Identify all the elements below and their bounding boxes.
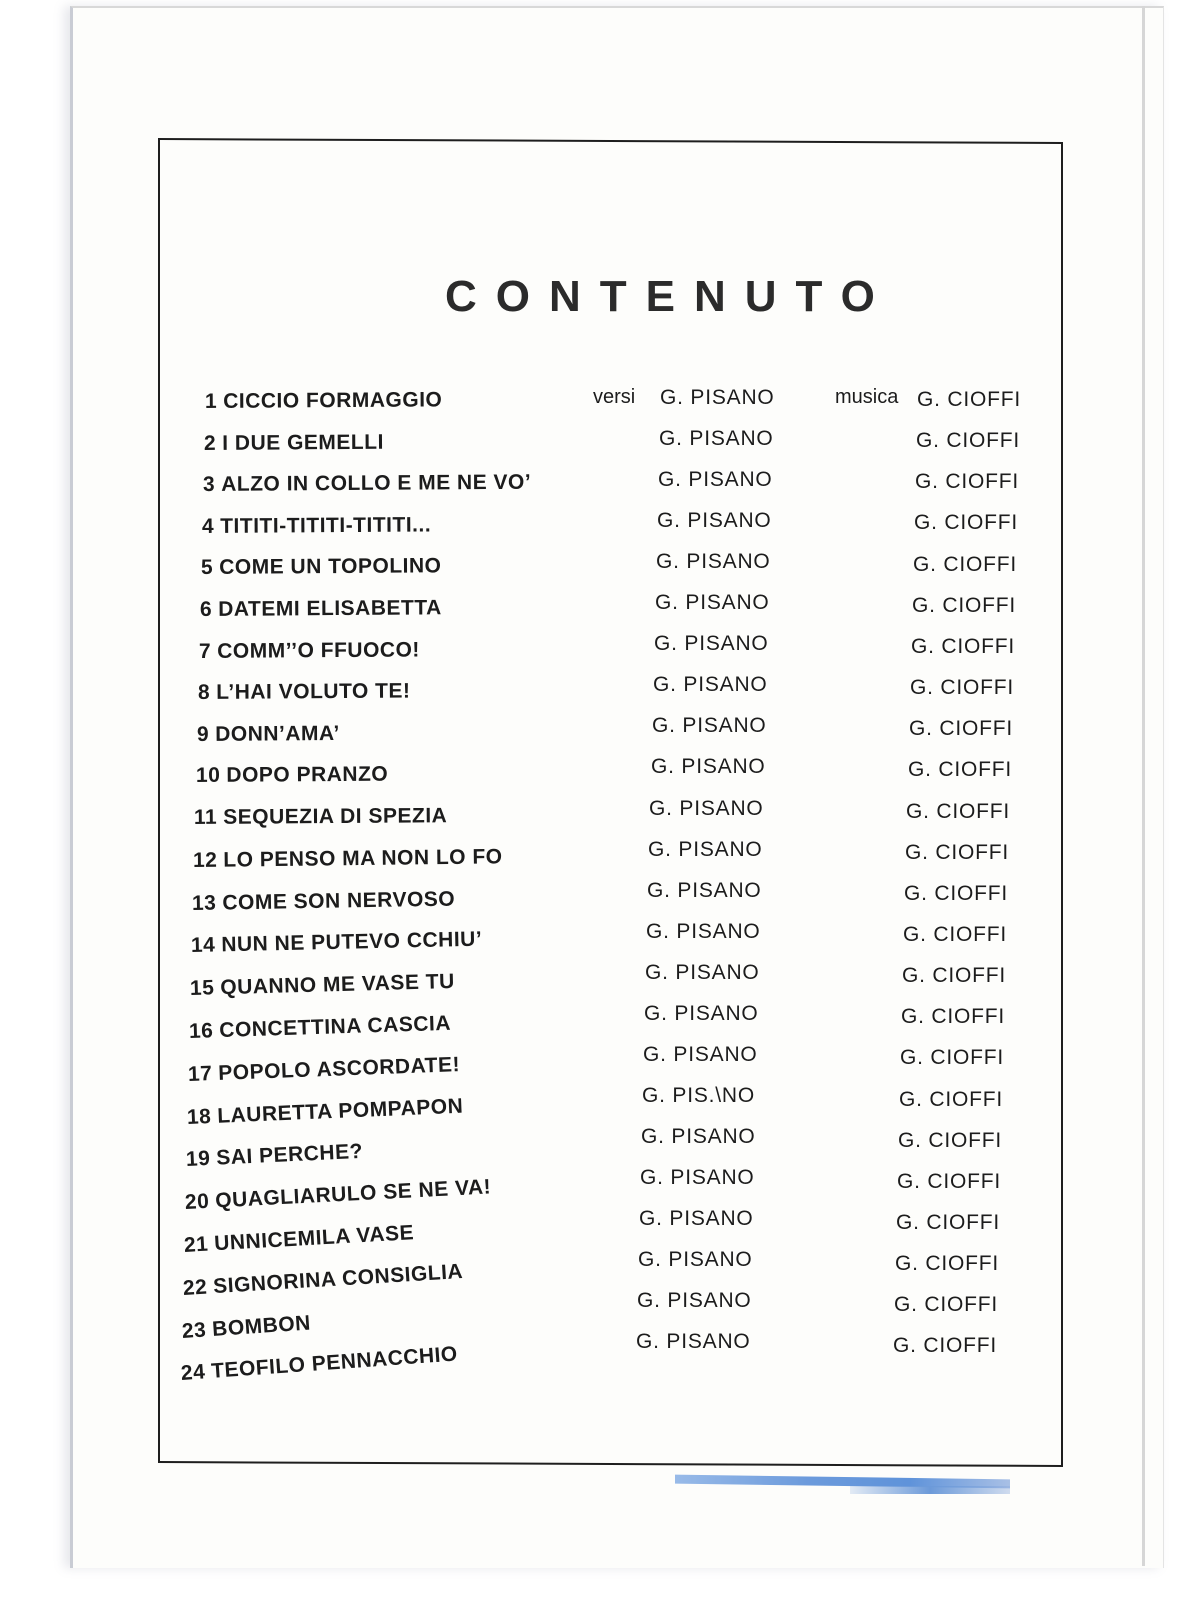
song-entry (204, 430, 384, 455)
song-entry (183, 1221, 414, 1258)
composer: G. CIOFFI (914, 511, 1019, 535)
song-title: DONN’AMA’ (215, 721, 340, 746)
song-row (201, 509, 1032, 555)
song-entry (188, 1053, 461, 1087)
song-entry (180, 1343, 458, 1386)
song-number: 21 (183, 1232, 209, 1257)
composer: G. CIOFFI (902, 964, 1007, 988)
song-number: 17 (187, 1061, 213, 1086)
song-title: BOMBON (211, 1311, 312, 1341)
song-row (181, 1289, 1012, 1345)
lyricist: G. PISANO (645, 960, 760, 984)
composer: G. CIOFFI (905, 840, 1010, 864)
song-entry (181, 1311, 311, 1343)
song-entry (199, 638, 420, 664)
song-row (195, 755, 1026, 804)
song-entry (200, 596, 442, 622)
song-title: L’HAI VOLUTO TE! (216, 679, 411, 705)
song-title: ALZO IN COLLO E ME NE VO’ (221, 470, 532, 497)
song-row (193, 796, 1024, 846)
lyricist: G. PISANO (658, 468, 773, 492)
lyricist: G. PISANO (639, 1207, 754, 1230)
lyricist: G. PISANO (653, 673, 768, 697)
song-row (199, 591, 1030, 638)
song-entry (196, 763, 388, 788)
song-number: 11 (193, 805, 218, 829)
song-title: POPOLO ASCORDATE! (217, 1052, 461, 1085)
song-row (185, 1124, 1016, 1179)
song-number: 8 (197, 681, 211, 705)
song-number: 7 (198, 639, 212, 663)
song-row (198, 632, 1029, 680)
composer: G. CIOFFI (917, 388, 1022, 411)
song-number: 5 (200, 556, 214, 580)
song-number: 19 (185, 1147, 211, 1172)
composer: G. CIOFFI (893, 1334, 998, 1358)
song-entry (202, 513, 431, 539)
blue-tape-mark-lower (850, 1486, 1010, 1494)
song-title: DOPO PRANZO (226, 763, 389, 788)
song-entry (185, 1140, 363, 1172)
song-row (183, 1207, 1014, 1262)
song-number: 22 (182, 1275, 208, 1300)
song-title: COME SON NERVOSO (222, 887, 456, 915)
lyricist: G. PISANO (646, 919, 761, 943)
composer: G. CIOFFI (904, 881, 1009, 905)
composer: G. CIOFFI (894, 1293, 999, 1317)
song-row (189, 960, 1020, 1012)
song-entry (189, 1012, 452, 1044)
lyricist: G. PISANO (644, 1001, 759, 1025)
composer: G. CIOFFI (896, 1211, 1001, 1234)
song-row (204, 386, 1035, 430)
song-title: QUANNO ME VASE TU (220, 970, 456, 1000)
song-row (203, 427, 1034, 472)
composer: G. CIOFFI (908, 758, 1013, 782)
song-row (184, 1165, 1015, 1220)
song-number: 4 (201, 514, 215, 538)
song-entry (194, 804, 447, 830)
lyricist: G. PISANO (659, 427, 774, 451)
lyricist: G. PISANO (640, 1165, 755, 1189)
composer: G. CIOFFI (903, 922, 1008, 946)
song-number: 15 (189, 976, 215, 1001)
song-entry (190, 970, 455, 1001)
musica-label: musica (835, 386, 899, 408)
song-number: 23 (181, 1318, 208, 1343)
song-title: NUN NE PUTEVO CCHIU’ (221, 928, 483, 957)
composer: G. CIOFFI (915, 470, 1020, 494)
page-title: CONTENUTO (445, 272, 894, 321)
song-row (196, 714, 1027, 763)
song-entry (192, 887, 456, 915)
song-title: I DUE GEMELLI (222, 430, 384, 455)
composer: G. CIOFFI (897, 1169, 1002, 1193)
song-title: COMM’’O FFUOCO! (217, 638, 420, 663)
composer: G. CIOFFI (911, 634, 1016, 658)
composer: G. CIOFFI (906, 799, 1011, 823)
lyricist: G. PISANO (643, 1042, 758, 1066)
lyricist: G. PISANO (652, 714, 767, 738)
song-title: LAURETTA POMPAPON (216, 1094, 464, 1128)
lyricist: G. PISANO (655, 591, 770, 615)
song-title: DATEMI ELISABETTA (218, 596, 442, 621)
lyricist: G. PISANO (648, 837, 763, 861)
song-number: 1 (204, 389, 218, 413)
song-row (200, 550, 1031, 596)
composer: G. CIOFFI (901, 1005, 1006, 1029)
song-entry (184, 1176, 491, 1216)
composer: G. CIOFFI (900, 1046, 1005, 1070)
lyricist: G. PISANO (649, 796, 764, 820)
song-title: CICCIO FORMAGGIO (223, 388, 443, 413)
song-row (202, 468, 1033, 513)
song-number: 2 (203, 431, 217, 455)
song-row (188, 1001, 1019, 1054)
versi-label: versi (593, 386, 636, 408)
lyricist: G. PISANO (638, 1248, 753, 1272)
song-number: 14 (190, 933, 216, 958)
song-entry (187, 1094, 464, 1129)
song-row (191, 878, 1022, 929)
composer: G. CIOFFI (916, 429, 1021, 453)
song-number: 16 (188, 1019, 214, 1043)
song-number: 12 (192, 848, 218, 872)
song-number: 10 (195, 764, 221, 788)
song-title: UNNICEMILA VASE (213, 1221, 415, 1256)
song-row (187, 1042, 1018, 1096)
song-entry (191, 928, 483, 958)
lyricist: G. PISANO (636, 1330, 751, 1354)
song-row (197, 673, 1028, 721)
song-title: COME UN TOPOLINO (219, 554, 442, 580)
lyricist: G. PISANO (651, 755, 766, 779)
song-title: TEOFILO PENNACCHIO (210, 1342, 459, 1384)
lyricist: G. PISANO (656, 550, 771, 574)
song-entry (205, 388, 443, 414)
song-title: SEQUEZIA DI SPEZIA (223, 804, 448, 829)
song-title: SAI PERCHE? (215, 1140, 364, 1170)
composer: G. CIOFFI (912, 593, 1017, 617)
song-row (192, 837, 1023, 888)
song-number: 6 (199, 597, 213, 621)
song-row (190, 919, 1021, 971)
composer: G. CIOFFI (898, 1128, 1003, 1152)
song-title: TITITI-TITITI-TITITI... (220, 513, 432, 538)
song-title: LO PENSO MA NON LO FO (223, 845, 503, 872)
song-title: QUAGLIARULO SE NE VA! (214, 1175, 492, 1213)
composer: G. CIOFFI (913, 552, 1018, 576)
song-entry (203, 471, 531, 497)
lyricist: G. PISANO (657, 509, 772, 533)
song-number: 18 (186, 1104, 212, 1129)
composer: G. CIOFFI (899, 1087, 1004, 1111)
lyricist: G. PIS.\NO (642, 1083, 756, 1107)
song-entry (182, 1260, 464, 1301)
song-entry (201, 555, 442, 581)
lyricist: G. PISANO (637, 1289, 752, 1313)
song-number: 20 (184, 1189, 210, 1215)
song-number: 24 (180, 1360, 207, 1386)
page-edge (1142, 6, 1145, 1566)
song-row (186, 1083, 1017, 1137)
song-title: SIGNORINA CONSIGLIA (212, 1259, 464, 1298)
lyricist: G. PISANO (641, 1124, 756, 1148)
song-row (182, 1248, 1013, 1304)
song-entry (197, 722, 340, 747)
song-number: 9 (196, 722, 210, 746)
composer: G. CIOFFI (910, 676, 1015, 700)
song-number: 3 (202, 473, 216, 497)
song-entry (193, 845, 503, 873)
composer: G. CIOFFI (909, 717, 1014, 741)
lyricist: G. PISANO (647, 878, 762, 902)
song-number: 13 (191, 891, 217, 915)
lyricist: G. PISANO (654, 632, 769, 656)
song-title: CONCETTINA CASCIA (218, 1011, 452, 1043)
lyricist: G. PISANO (660, 386, 775, 409)
composer: G. CIOFFI (895, 1252, 1000, 1276)
song-entry (198, 680, 411, 705)
